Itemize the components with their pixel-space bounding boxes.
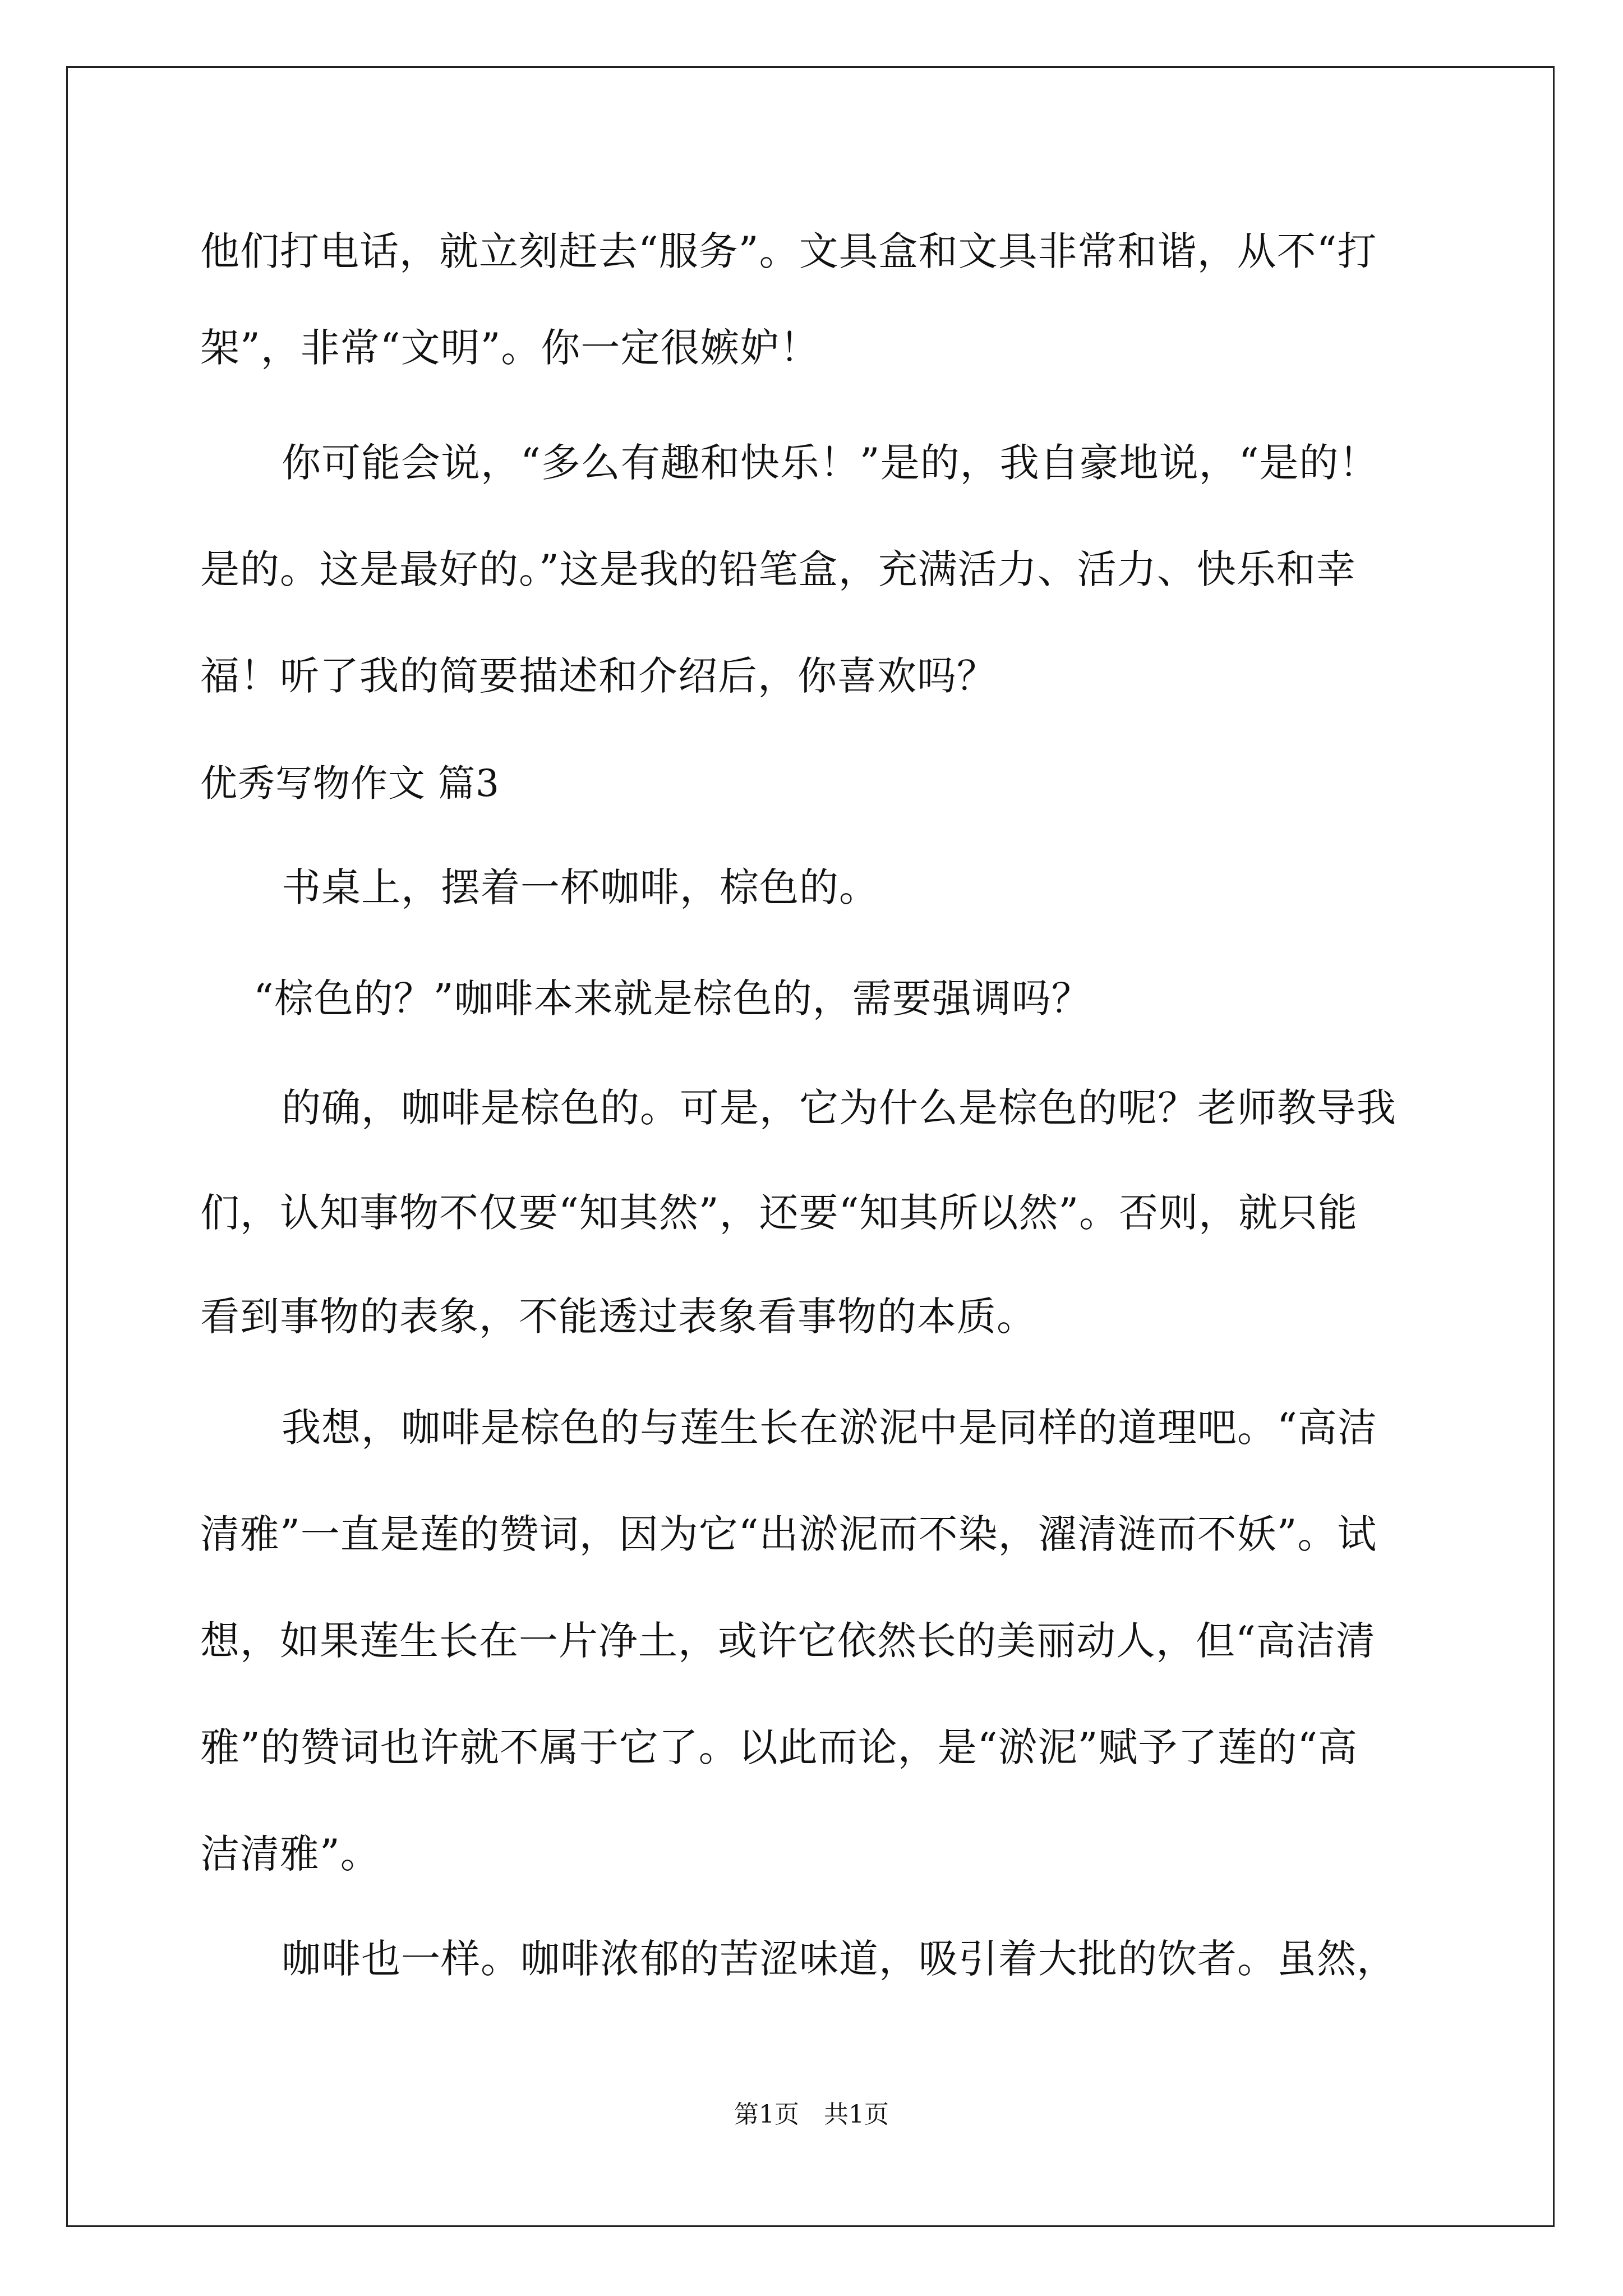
page-border xyxy=(66,66,1555,2227)
paragraph-line: 书桌上，摆着一杯咖啡，棕色的。 xyxy=(282,864,879,910)
paragraph-line: 福！听了我的简要描述和介绍后，你喜欢吗？ xyxy=(200,653,997,699)
section-heading: 优秀写物作文 篇3 xyxy=(200,762,500,805)
paragraph-line: 我想，咖啡是棕色的与莲生长在淤泥中是同样的道理吧。“高洁 xyxy=(282,1405,1377,1451)
paragraph-line: 是的。这是最好的。”这是我的铅笔盒，充满活力、活力、快乐和幸 xyxy=(200,546,1356,592)
paragraph-line: 的确，咖啡是棕色的。可是，它为什么是棕色的呢？老师教导我 xyxy=(282,1085,1396,1131)
paragraph-line: 们，认知事物不仅要“知其然”，还要“知其所以然”。否则，就只能 xyxy=(200,1190,1358,1236)
paragraph-line: 他们打电话，就立刻赶去“服务”。文具盒和文具非常和谐，从不“打 xyxy=(200,228,1377,274)
paragraph-line: 洁清雅”。 xyxy=(200,1831,380,1877)
paragraph-line: 雅”的赞词也许就不属于它了。以此而论，是“淤泥”赋予了莲的“高 xyxy=(200,1724,1358,1770)
paragraph-line: 想，如果莲生长在一片净土，或许它依然长的美丽动人，但“高洁清 xyxy=(200,1618,1376,1664)
paragraph-line: 你可能会说，“多么有趣和快乐！”是的，我自豪地说，“是的！ xyxy=(282,440,1379,486)
paragraph-line: 清雅”一直是莲的赞词，因为它“出淤泥而不染，濯清涟而不妖”。试 xyxy=(200,1511,1377,1557)
paragraph-line: 架”，非常“文明”。你一定很嫉妒！ xyxy=(200,325,820,371)
paragraph-line: 咖啡也一样。咖啡浓郁的苦涩味道，吸引着大批的饮者。虽然， xyxy=(282,1936,1396,1982)
paragraph-line: 看到事物的表象，不能透过表象看事物的本质。 xyxy=(200,1294,1036,1340)
paragraph-line: “棕色的？”咖啡本来就是棕色的，需要强调吗？ xyxy=(253,976,1091,1022)
page-number-footer: 第1页 共1页 xyxy=(734,2100,889,2129)
